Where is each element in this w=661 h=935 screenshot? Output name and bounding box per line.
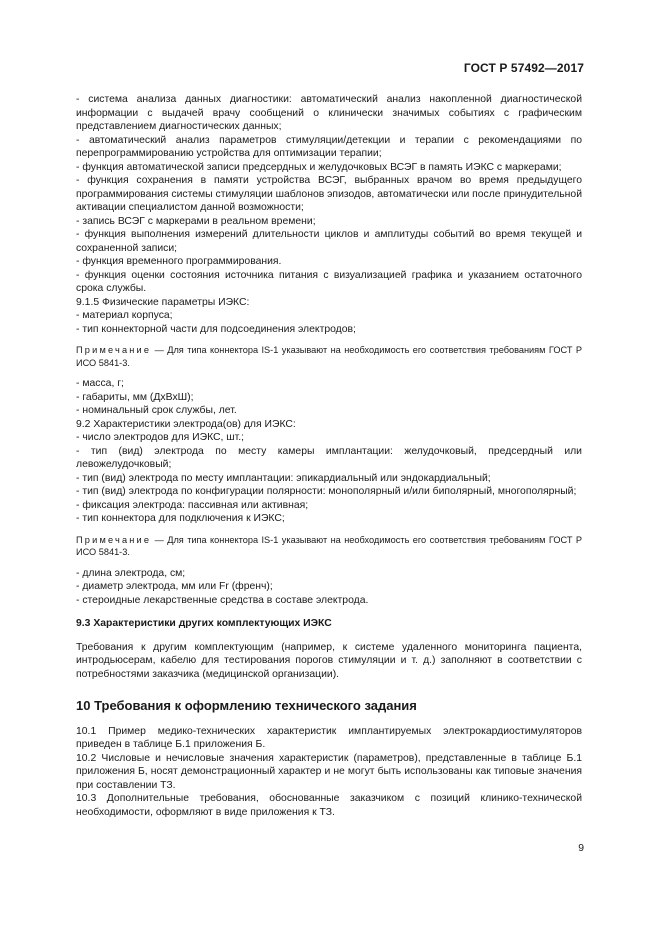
list-item: - тип коннекторной части для подсоединения электродов;	[76, 323, 356, 335]
note-2	[76, 534, 582, 559]
list-item: - тип (вид) электрода по месту камеры имплантации: желудочковый, предсердный или левожелудочковый;	[76, 445, 582, 470]
paragraph: 10.1 Пример медико-технических характеристик имплантируемых электрокардиостимуляторов приведен в таблице Б.1 приложения Б.	[76, 725, 582, 750]
note-text: — Для типа коннектора IS-1 указывают на необходимость его соответствия требованиям ГОСТ Р ИСО 5841-3.	[76, 345, 582, 368]
section-9-3-heading: 9.3 Характеристики других комплектующих ИЭКС	[76, 618, 332, 629]
list-item: - функция автоматической записи предсердных и желудочковых ВСЭГ в память ИЭКС с маркерами;	[76, 161, 562, 173]
list-item: - габариты, мм (ДхВхШ);	[76, 391, 194, 403]
list-item: - тип (вид) электрода по месту имплантации: эпикардиальный или эндокардиальный;	[76, 472, 491, 484]
note-label: Примечание	[76, 534, 152, 545]
section-9-3-text: Требования к другим комплектующим (например, к системе удаленного мониторинга пациента, интродьюсерам, кабелю для тестирования порогов стимуляции и т. д.) заполняют в соответствии с потребностями заказчика (медицинской организации).	[76, 641, 582, 680]
list-item: - тип (вид) электрода по конфигурации полярности: монополярный и/или биполярный, многополярный;	[76, 486, 577, 497]
subsection-title: 9.2 Характеристики электрода(ов) для ИЭКС:	[76, 418, 296, 430]
list-item: - тип коннектора для подключения к ИЭКС;	[76, 513, 285, 524]
list-item: - функция временного программирования.	[76, 256, 282, 267]
list-block-1	[76, 93, 582, 336]
list-item: - фиксация электрода: пассивная или активная;	[76, 499, 309, 511]
note-text: — Для типа коннектора IS-1 указывают на необходимость его соответствия требованиям ГОСТ Р ИСО 5841-3.	[76, 534, 582, 557]
list-item: - число электродов для ИЭКС, шт.;	[76, 432, 245, 443]
list-item: - масса, г;	[76, 378, 124, 389]
list-item: - номинальный срок службы, лет.	[76, 405, 237, 416]
note-label: Примечание	[76, 345, 152, 355]
page-number: 9	[578, 843, 584, 854]
list-block-2	[76, 377, 582, 526]
list-item: - функция выполнения измерений длительности циклов и амплитуды событий во время текущей и сохраненной записи;	[76, 229, 582, 254]
list-item: - функция оценки состояния источника питания с визуализацией графика и указанием остаточного срока службы.	[76, 269, 582, 294]
list-item: - функция сохранения в памяти устройства ВСЭГ, выбранных врачом во время предыдущего программирования системы стимуляции шаблонов эпизодов, автоматически или после принудительной активации специалистом данной возможности;	[76, 175, 582, 213]
list-item: - система анализа данных диагностики: автоматический анализ накопленной диагностической информации с выдачей врачу сообщений о клинически значимых событиях с графическим представлением диагностических данных;	[76, 94, 582, 132]
paragraph: 10.2 Числовые и нечисловые значения характеристик (параметров), представленные в таблице Б.1 приложения Б, носят демонстрационный характер и не могут быть использованы как типовые значения при составлении ТЗ.	[76, 752, 582, 791]
subsection-title: 9.1.5 Физические параметры ИЭКС:	[76, 296, 250, 308]
note-1	[76, 344, 582, 369]
list-item: - диаметр электрода, мм или Fr (френч);	[76, 581, 273, 592]
document-header: ГОСТ Р 57492—2017	[463, 61, 584, 75]
list-item: - запись ВСЭГ с маркерами в реальном времени;	[76, 215, 316, 227]
list-block-3	[76, 567, 582, 608]
paragraph: 10.3 Дополнительные требования, обоснованные заказчиком с позиций клинико-технической необходимости, оформляют в виде приложения к ТЗ.	[76, 793, 582, 818]
document-body	[76, 93, 582, 819]
list-item: - материал корпуса;	[76, 310, 173, 321]
list-item: - длина электрода, см;	[76, 567, 186, 579]
list-item: - автоматический анализ параметров стимуляции/детекции и терапии с рекомендациями по перепрограммированию устройства для оптимизации терапии;	[76, 134, 582, 159]
list-item: - стероидные лекарственные средства в составе электрода.	[76, 594, 369, 606]
section-10-heading: 10 Требования к оформлению технического задания	[76, 698, 417, 713]
